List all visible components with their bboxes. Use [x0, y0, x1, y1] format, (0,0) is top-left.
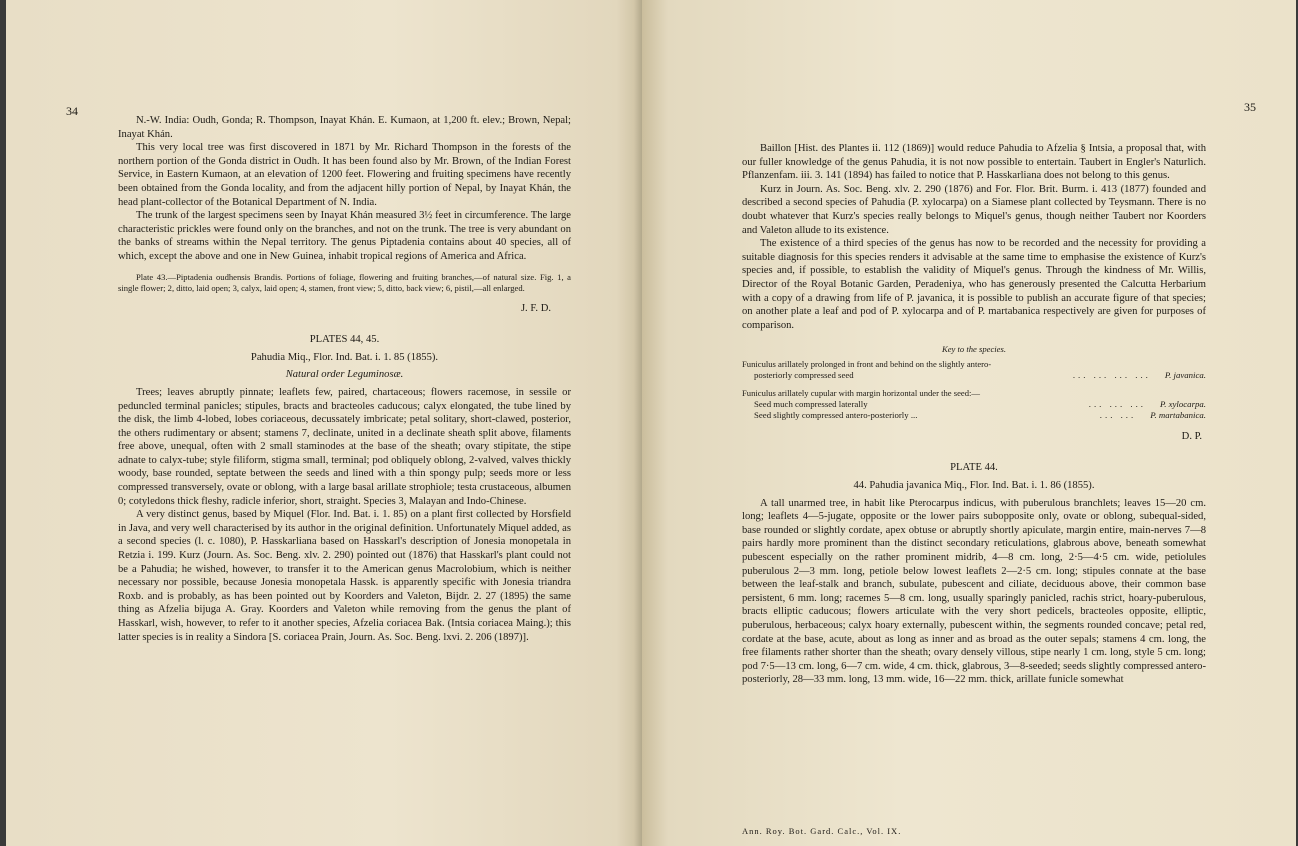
right-page [642, 0, 1296, 846]
running-footer: Ann. Roy. Bot. Gard. Calc., Vol. IX. [742, 826, 902, 836]
body-paragraph: This very local tree was first discovered in 1871 by Mr. Richard Thompson in the forests of the northern portion of the Gonda district in Oudh. It has been found also by Mr. Brown, of the Indian Forest Service, in Eastern Kumaon, at an elevation of 1200 feet. Flowering and fruiting specimens have recently been obtained from the Gonda locality, and from the adjacent hilly portion of Nepal, by Inayat Khán, the head plant-collector of the Botanical Department of N. India. [118, 142, 571, 208]
book-spread [6, 0, 1296, 846]
genus-description: Trees; leaves abruptly pinnate; leaflets few, paired, chartaceous; flowers racemose, in sessile or peduncled terminal panicles; stipules, bracts and bracteoles caducous; calyx elongated, the tube lined by the disk, the limb 4-lobed, lobes coriaceous, decussately imbricate; petal solitary, short-clawed, posterior, the others rudimentary or absent; stamens 7, declinate, united in a declinate sheath split above, filaments free above, unequal, often with 2 small staminodes at the base of the sheath; ovary stipitate, the stipe adnate to calyx-tube; style filiform, stigma small, terminal; pod obliquely oblong, 2-valved, valves thickly woody, base rounded, septate between the seeds and lined with a thin spongy pulp; seeds more or less compressed transversely, ovate or oblong, with a large basal arillate strophiole; testa crustaceous, albumen 0; cotyledons thick fleshy, radicle inferior, short, straight. Species 3, Malayan and Indo-Chinese. [118, 386, 571, 507]
key-title: Key to the species. [942, 344, 1006, 355]
key-row: posteriorly compressed seed ... ... ... ... P. javanica. [754, 370, 1206, 381]
page-number: 34 [66, 104, 78, 118]
distribution-paragraph: N.-W. India: Oudh, Gonda; R. Thompson, Inayat Khán. E. Kumaon, at 1,200 ft. elev.; Brown, Nepal; Inayat Khán. [118, 115, 571, 140]
author-signature: D. P. [1181, 430, 1202, 442]
key-entry: Funiculus arillately cupular with margin horizontal under the seed:— [742, 387, 981, 398]
body-paragraph: A very distinct genus, based by Miquel (Flor. Ind. Bat. i. 1. 85) on a plant first collected by Horsfield in Java, and very well characterised by its author in the original definition. Unfortunately Miquel added, as a second species (l. c. 1080), P. Hasskarliana based on Hasskarl's description of Jonesia monopetala in Retzia i. 199. Kurz (Journ. As. Soc. Beng. xlv. 2. 290) pointed out (1876) that Hasskarl's plant could not be a Pahudia; he wished, however, to transfer it to the American genus Macrolobium, which is neither necessary nor possible, because Jonesia monopetala Hassk. is apparently specific with Jonesia triandra Roxb. and is probably, as has been pointed out by Koorders and Valeton, Bijdr. 2. 27 (1895) the same thing as Afzelia bijuga A. Gray. Koorders and Valeton while removing from the genus the plant of Hasskarl, wish, however, to refer to it another species, Afzelia coriacea Bak. (Intsia coriacea Maing.); this latter species is in reality a Sindora [S. coriacea Prain, Journ. As. Soc. Beng. lxvi. 2. 206 (1897)]. [118, 509, 571, 643]
body-paragraph: Kurz in Journ. As. Soc. Beng. xlv. 2. 290 (1876) and For. Flor. Brit. Burm. i. 413 (1877) founded and described a second species of Pahudia (P. xylocarpa) on a Siamese plant collected by Teysmann. There is no doubt whatever that Kurz's species really belongs to Miquel's genus, though neither Taubert nor Koorders and Valeton allude to its existence. [742, 183, 1206, 236]
key-row: Seed slightly compressed antero-posteriorly ... ... ... P. martabanica. [754, 410, 1206, 421]
key-row: Seed much compressed laterally ... ... ... P. xylocarpa. [754, 398, 1206, 409]
left-text-column [118, 114, 571, 644]
author-signature: J. F. D. [520, 302, 551, 314]
section-heading: PLATES 44, 45. [309, 334, 380, 346]
gutter-shadow [634, 0, 642, 846]
species-key [742, 344, 1206, 422]
section-heading: PLATE 44. [950, 462, 998, 474]
body-paragraph: The trunk of the largest specimens seen by Inayat Khán measured 3½ feet in circumference. The large characteristic prickles were found only on the branches, and not on the trunk. The tree is very abundant on the banks of streams within the Nepal territory. The genus Piptadenia contains about 40 species, all of which, except the above and one in New Guinea, inhabit tropical regions of America and Africa. [118, 210, 571, 262]
left-page [6, 0, 642, 846]
species-line: 44. Pahudia javanica Miq., Flor. Ind. Bat. i. 1. 86 (1855). [853, 480, 1095, 491]
page-number: 35 [1244, 100, 1256, 114]
body-paragraph: Baillon [Hist. des Plantes ii. 112 (1869)] would reduce Pahudia to Afzelia § Intsia, a proposal that, with our fuller knowledge of the genus Pahudia, it is not now possible to entertain. Taubert in Engler's Naturlich. Pflanzenfam. iii. 3. 141 (1894) has failed to notice that P. Hasskarliana does not belong to this genus. [742, 143, 1206, 182]
species-description: A tall unarmed tree, in habit like Pterocarpus indicus, with puberulous branchlets; leaves 15—20 cm. long; leaflets 4—5-jugate, opposite or the lower pairs subopposite only, ovate or oblong, subequal-sided, base rounded or slightly cordate, apex obtuse or abruptly shortly apiculate, margin entire, main-nerves 7—8 pairs hardly more prominent than the distinct secondary reticulations, glabrous above, beneath somewhat pubescent especially on the rather prominent midrib, 4—8 cm. long, 2·5—4·5 cm. wide, petiolules puberulous 2—3 mm. long, petiole below lowest leaflets 2—2·5 cm. long; stipules connate at the base between the leaf-stalk and branch, subulate, pubescent and ciliate, deciduous above, their common base persistent, 6 mm. long; racemes 5—8 cm. long, usually sparingly panicled, rachis strict, hoary-puberulous, bracts elliptic caducous; flowers articulate with the very short pedicels, bracteoles opposite, elliptic, puberulous, herbaceous; calyx hoary externally, pubescent within, the segments rounded concave; petal red, cordate at the base, acute, about as long as inner and as broad as the outer sepals; stamens 4 cm. long, the free filaments rather shorter than the sheath; ovary densely villous, stipe nearly 1 cm. long, style 5 cm. long; pod 7·5—13 cm. long, 6—7 cm. wide, 4 cm. thick, glabrous, 3—8-seeded; seeds slightly compressed antero-posteriorly, 28—33 mm. long, 13 mm. wide, 16—22 mm. thick, arillate funicle somewhat [742, 497, 1206, 686]
genus-line: Pahudia Miq., Flor. Ind. Bat. i. 1. 85 (1855). [250, 351, 439, 363]
key-entry: Funiculus arillately prolonged in front and behind on the slightly antero- [742, 359, 992, 370]
natural-order-line: Natural order Leguminosæ. [285, 369, 404, 381]
body-paragraph: The existence of a third species of the genus has now to be recorded and the necessity for providing a suitable diagnosis for this species renders it advisable at the same time to emphasise the existence of Kurz's species and, if possible, to establish the validity of Miquel's genus. Through the kindness of Mr. Willis, Director of the Royal Botanic Garden, Peradeniya, who has generously presented the Calcutta Herbarium with a copy of a drawing from life of P. javanica, it is possible to publish an accurate figure of that species; on another plate a leaf and pod of P. xylocarpa and of P. martabanica respectively are given for purposes of comparison. [742, 238, 1206, 331]
right-text-column [742, 142, 1206, 687]
plate-caption: Plate 43.—Piptadenia oudhensis Brandis. Portions of foliage, flowering and fruiting branches,—of natural size. Fig. 1, a single flower; 2, ditto, laid open; 3, calyx, laid open; 4, stamen, front view; 5, ditto, back view; 6, pistil,—all enlarged. [118, 271, 571, 293]
